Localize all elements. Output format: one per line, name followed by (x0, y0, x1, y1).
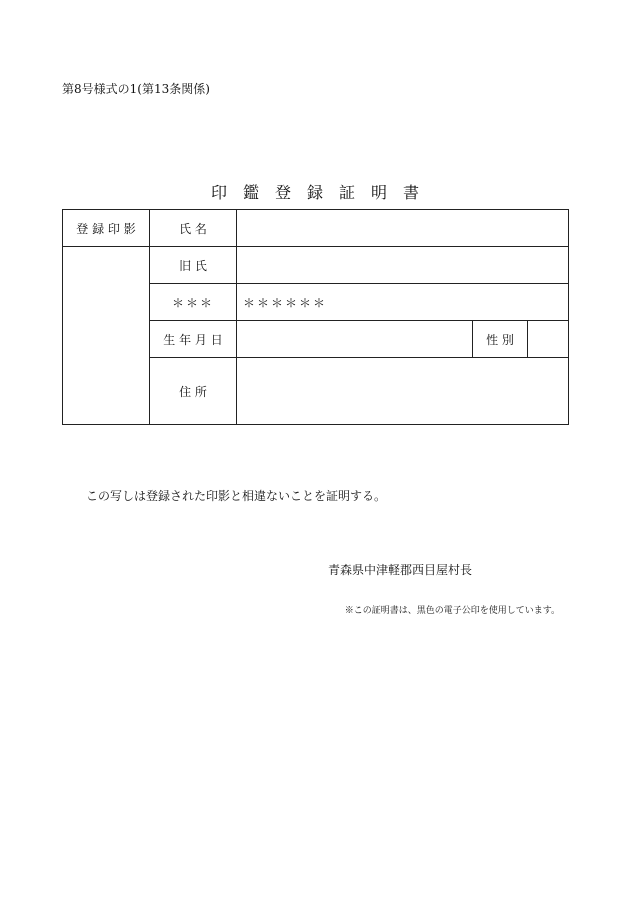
form-number: 第8号様式の1(第13条関係) (62, 82, 210, 96)
document-title: 印 鑑 登 録 証 明 書 (210, 183, 419, 202)
masked-label: ＊＊＊ (150, 284, 237, 321)
seal-impression-box (63, 247, 150, 425)
issuer-name: 青森県中津軽郡西目屋村長 (327, 563, 472, 577)
gender-value (528, 321, 569, 358)
name-label: 氏 名 (150, 210, 237, 247)
masked-value: ＊＊＊＊＊＊ (237, 284, 569, 321)
certificate-table (62, 209, 569, 425)
gender-label: 性 別 (473, 321, 528, 358)
birthdate-label: 生 年 月 日 (150, 321, 237, 358)
address-label: 住 所 (150, 358, 237, 425)
table-row-former-name (63, 247, 569, 284)
seal-impression-label: 登 録 印 影 (63, 210, 150, 247)
certification-statement: この写しは登録された印影と相違ないことを証明する。 (86, 489, 387, 503)
former-name-value (237, 247, 569, 284)
footnote: ※この証明書は、黒色の電子公印を使用しています。 (344, 606, 560, 616)
address-value (237, 358, 569, 425)
former-name-label: 旧 氏 (150, 247, 237, 284)
name-value (237, 210, 569, 247)
birthdate-value (237, 321, 473, 358)
table-row-name (63, 210, 569, 247)
